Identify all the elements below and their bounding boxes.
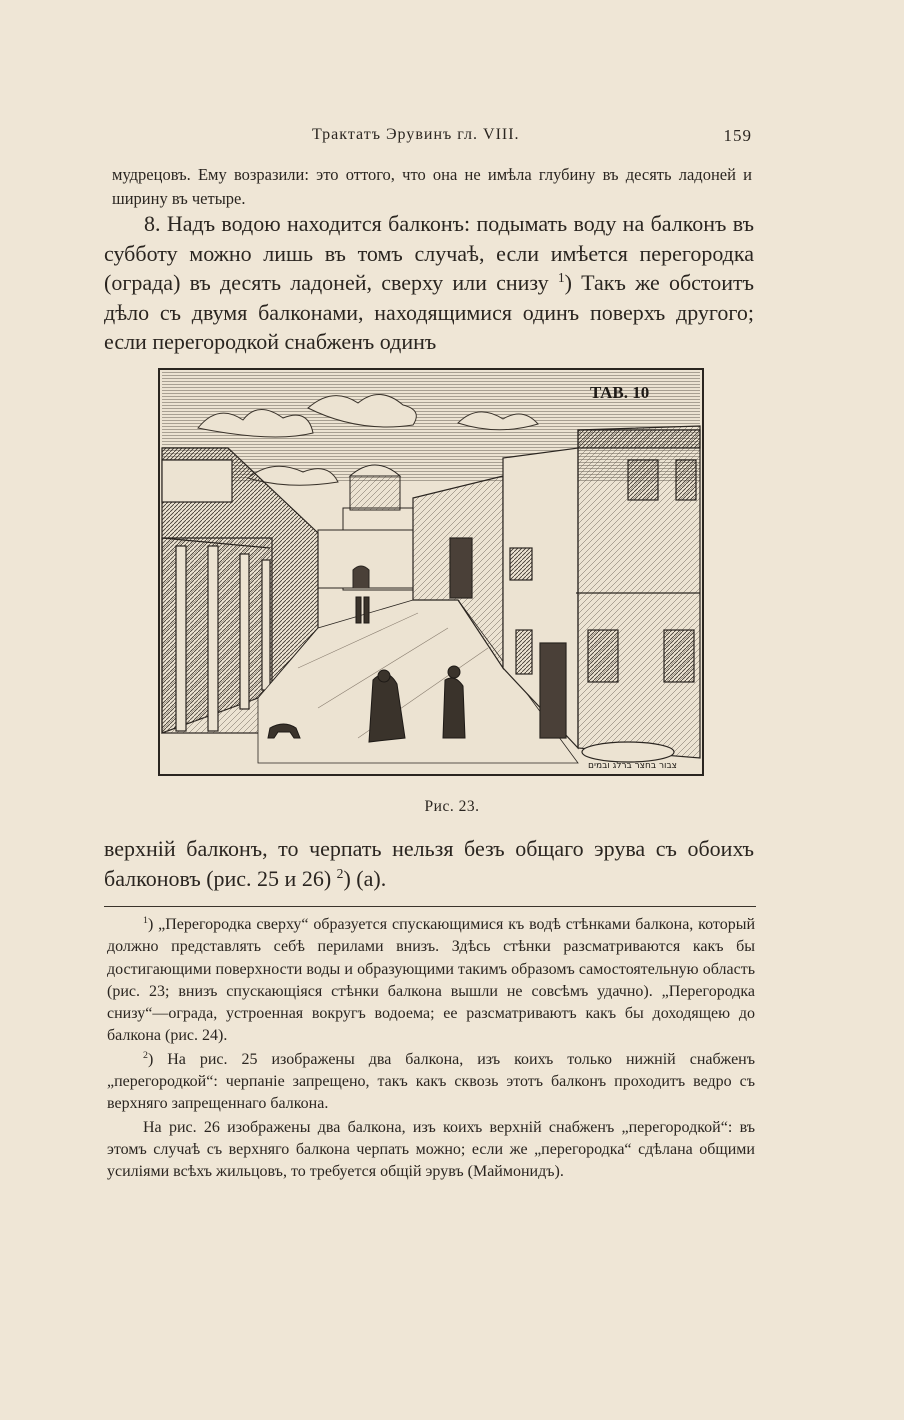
footnote-2-continuation [107, 1117, 755, 1184]
engraving-inscription: צבור בחצר ברלג ובמים [588, 761, 678, 771]
running-title: Трактатъ Эрувинъ гл. VIII. [312, 126, 520, 143]
footnote-mark-2: 2 [143, 1049, 148, 1061]
engraving-label: TAB. 10 [590, 383, 650, 402]
footnote-ref-2: 2 [336, 865, 344, 881]
street-scene-engraving [158, 368, 704, 778]
paragraph-8 [104, 209, 754, 357]
footnote-2-text: ) На рис. 25 изображены два балкона, изъ коихъ только нижній снабженъ „перегородкой“: черпаніе запрещено, такъ какъ сквозь этотъ балконъ проходитъ ведро съ верхняго запрещеннаго балкона. [107, 1050, 755, 1113]
engraving-figure [158, 368, 704, 778]
paragraph-8-text-cont: ) Такъ же обстоитъ дѣло съ двумя балконами, находящимися одинъ поверхъ другого; если перегородкой снабженъ одинъ [104, 270, 754, 354]
paragraph-8-text: 8. Надъ водою находится балконъ: подымать воду на балконъ въ субботу можно лишь въ томъ случаѣ, если имѣется перегородка (ограда) въ десять ладоней, сверху или снизу [104, 211, 754, 295]
footnotes [107, 914, 755, 1185]
continuation-text: верхній балконъ, то черпать нельзя безъ общаго эрува съ обоихъ балконовъ (рис. 25 и 26) [104, 836, 754, 891]
footnote-1-text: ) „Перегородка сверху“ образуется спускающимися къ водѣ стѣнками балкона, который должно представлять себѣ перилами внизъ. Здѣсь стѣнки разсматриваются какъ бы достигающими поверхности воды и образующими такимъ образомъ самостоятельную область (рис. 23; внизъ спускающіяся стѣнки балкона вышли не совсѣмъ удачно). „Перегородка снизу“—ограда, устроенная вокругъ водоема; ее разсматриваютъ какъ бы доходящею до балкона (рис. 24). [107, 916, 755, 1045]
footnote-2b-text: На рис. 26 изображены два балкона, изъ коихъ верхній снабженъ „перегородкой“: въ этомъ случаѣ съ верхняго балкона черпать можно; если же „перегородка“ сдѣлана общими усиліями всѣхъ жильцовъ, то требуется общій эрувъ (Маймонидъ). [107, 1118, 755, 1181]
figure-caption: Рис. 23. [424, 798, 480, 815]
footnote-2 [107, 1049, 755, 1116]
continuation-paragraph [104, 834, 754, 893]
footnote-divider [104, 906, 756, 907]
top-fragment: мудрецовъ. Ему возразили: это оттого, что она не имѣла глубину въ десять ладоней и ширину въ четыре. [112, 165, 752, 208]
footnote-mark-1: 1 [143, 915, 148, 927]
page-number: 159 [723, 126, 752, 145]
continuation-text-end: ) (а). [343, 865, 387, 891]
footnote-1 [107, 914, 755, 1048]
footnote-ref-1: 1 [557, 269, 565, 285]
